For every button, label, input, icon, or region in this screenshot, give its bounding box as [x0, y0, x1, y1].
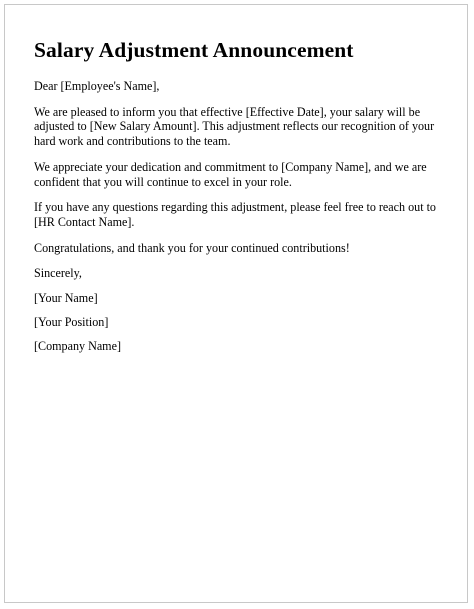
body-paragraph-appreciation: We appreciate your dedication and commitment to [Company Name], and we are confident that you will continue to excel in your role. [34, 159, 427, 189]
body-paragraph-congratulations: Congratulations, and thank you for your continued contributions! [34, 240, 350, 255]
signature-position: [Your Position] [34, 314, 109, 329]
signature-name: [Your Name] [34, 290, 98, 305]
letter-content [34, 36, 444, 363]
letter-title: Salary Adjustment Announcement [34, 38, 354, 62]
closing: Sincerely, [34, 266, 82, 281]
letter-page [4, 4, 468, 603]
body-paragraph-questions: If you have any questions regarding this adjustment, please feel free to reach out to [HR Contact Name]. [34, 200, 436, 229]
signature-company: [Company Name] [34, 338, 121, 353]
salutation: Dear [Employee's Name], [34, 79, 160, 93]
body-paragraph-effective-date: We are pleased to inform you that effective [Effective Date], your salary will be adjusted to [New Salary Amount]. This adjustment reflects our recognition of your hard work and contributions to the team. [34, 104, 435, 149]
